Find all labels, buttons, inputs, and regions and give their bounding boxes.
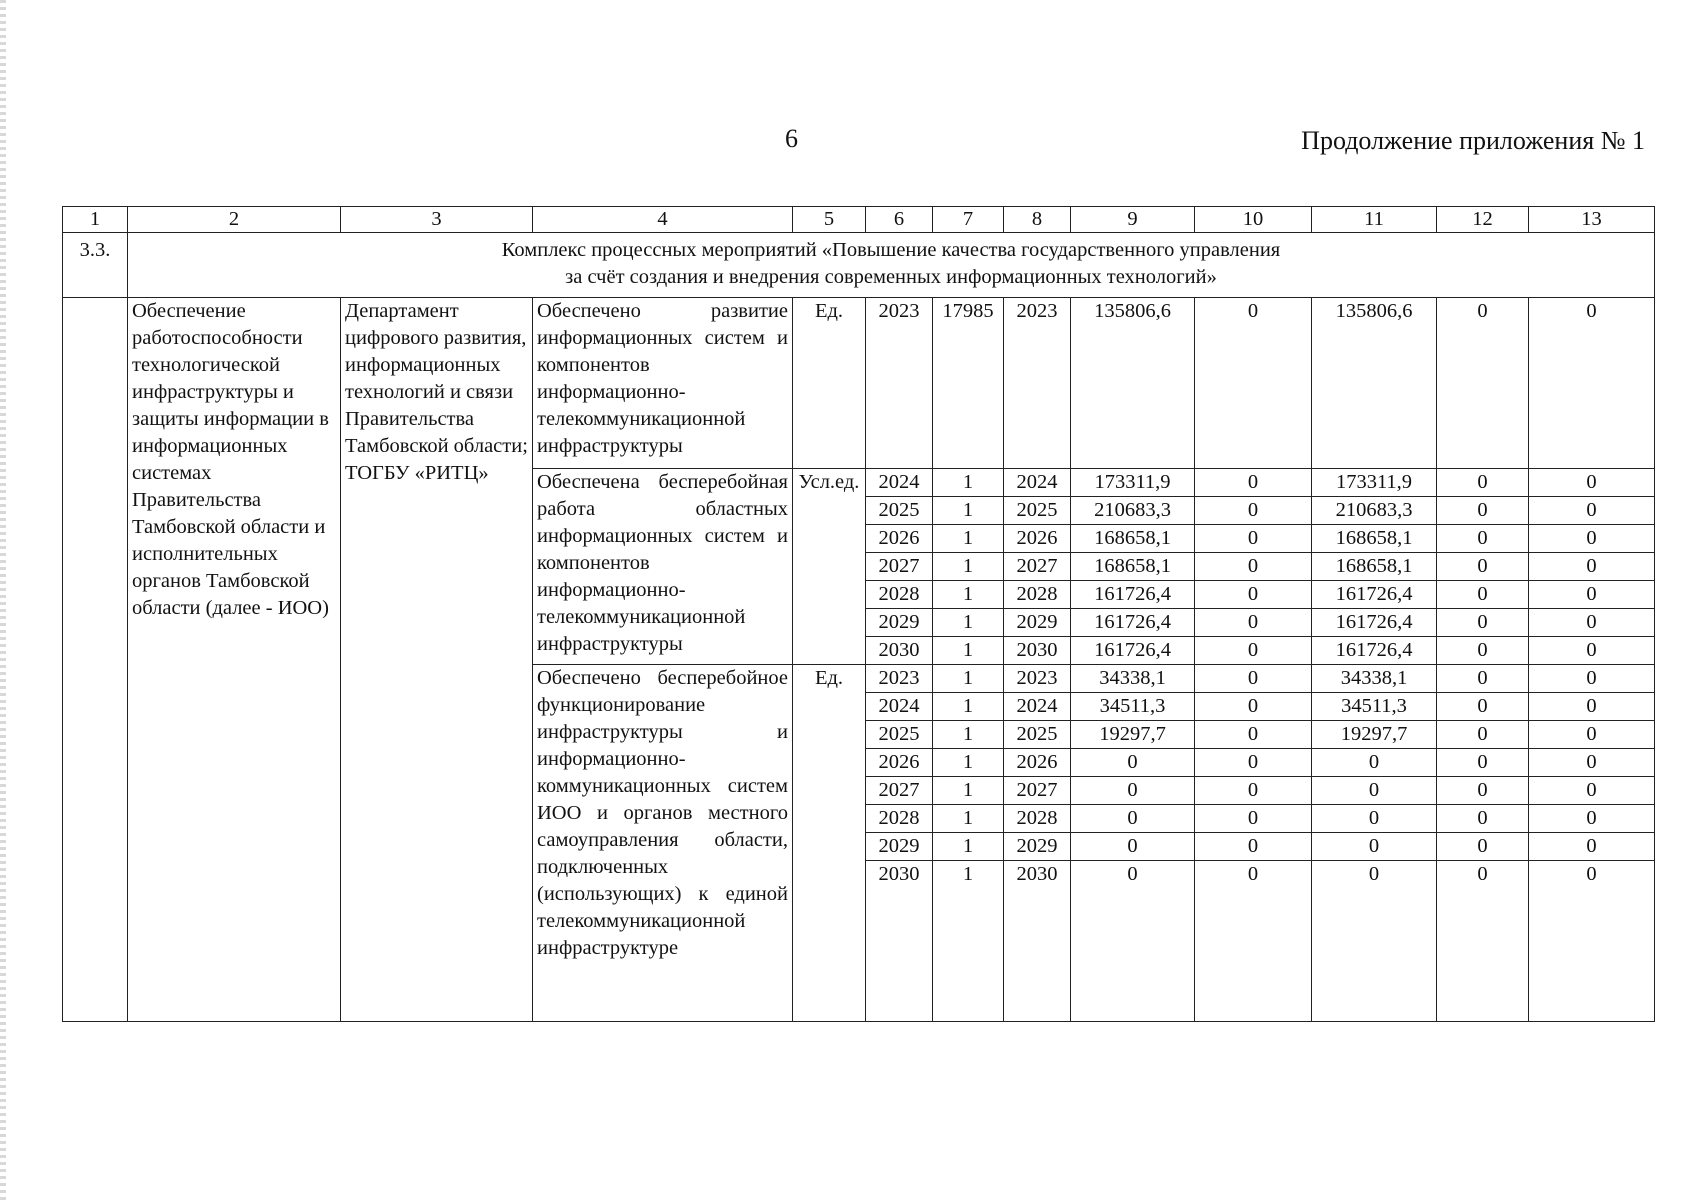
cell-c10: 0 bbox=[1195, 833, 1312, 861]
cell-c8: 2023 bbox=[1004, 665, 1071, 693]
cell-c10: 0 bbox=[1195, 721, 1312, 749]
cell-c9: 161726,4 bbox=[1071, 581, 1195, 609]
cell-c6: 2026 bbox=[866, 749, 933, 777]
section-title-line: Комплекс процессных мероприятий «Повышение качества государственного управления bbox=[501, 239, 1281, 261]
cell-c9: 0 bbox=[1071, 805, 1195, 833]
cell-c11: 161726,4 bbox=[1312, 637, 1437, 665]
column-header: 7 bbox=[933, 207, 1004, 233]
cell-c8: 2024 bbox=[1004, 693, 1071, 721]
cell-c12: 0 bbox=[1437, 525, 1529, 553]
cell-c12: 0 bbox=[1437, 553, 1529, 581]
cell-c13: 0 bbox=[1529, 665, 1655, 693]
cell-c6: 2028 bbox=[866, 581, 933, 609]
cell-c12: 0 bbox=[1437, 777, 1529, 805]
cell-c13: 0 bbox=[1529, 721, 1655, 749]
column-header: 13 bbox=[1529, 207, 1655, 233]
cell-c11: 19297,7 bbox=[1312, 721, 1437, 749]
cell-c8: 2027 bbox=[1004, 553, 1071, 581]
cell-c7: 1 bbox=[933, 637, 1004, 665]
table-row bbox=[63, 298, 1655, 469]
result-unit: Усл.ед. bbox=[793, 469, 866, 665]
cell-c11: 168658,1 bbox=[1312, 525, 1437, 553]
cell-c13: 0 bbox=[1529, 749, 1655, 777]
cell-c13: 0 bbox=[1529, 805, 1655, 833]
column-header: 11 bbox=[1312, 207, 1437, 233]
result-name: Обеспечено развитие информационных систем и компонентов информационно-телекоммуникационной инфраструктуры bbox=[533, 298, 793, 469]
cell-c12: 0 bbox=[1437, 298, 1529, 469]
cell-c6: 2029 bbox=[866, 609, 933, 637]
cell-c12: 0 bbox=[1437, 861, 1529, 1022]
cell-c12: 0 bbox=[1437, 833, 1529, 861]
cell-c12: 0 bbox=[1437, 721, 1529, 749]
activity-name: Обеспечение работоспособности технологической инфраструктуры и защиты информации в информационных системах Правительства Тамбовской области и исполнительных органов Тамбовской области (далее - ИОО) bbox=[128, 298, 341, 1022]
cell-c10: 0 bbox=[1195, 609, 1312, 637]
cell-c13: 0 bbox=[1529, 637, 1655, 665]
cell-c7: 1 bbox=[933, 553, 1004, 581]
cell-c12: 0 bbox=[1437, 749, 1529, 777]
cell-c6: 2026 bbox=[866, 525, 933, 553]
scan-edge bbox=[0, 0, 6, 1200]
cell-c11: 34511,3 bbox=[1312, 693, 1437, 721]
cell-c13: 0 bbox=[1529, 553, 1655, 581]
cell-c10: 0 bbox=[1195, 581, 1312, 609]
cell-c10: 0 bbox=[1195, 665, 1312, 693]
cell-c6: 2027 bbox=[866, 777, 933, 805]
cell-c9: 135806,6 bbox=[1071, 298, 1195, 469]
cell-c11: 0 bbox=[1312, 861, 1437, 1022]
column-header: 1 bbox=[63, 207, 128, 233]
activities-table bbox=[62, 206, 1655, 1022]
cell-c6: 2024 bbox=[866, 693, 933, 721]
cell-c10: 0 bbox=[1195, 693, 1312, 721]
cell-c8: 2023 bbox=[1004, 298, 1071, 469]
column-header: 9 bbox=[1071, 207, 1195, 233]
section-title-line: за счёт создания и внедрения современных информационных технологий» bbox=[565, 266, 1217, 288]
cell-c8: 2026 bbox=[1004, 749, 1071, 777]
cell-c13: 0 bbox=[1529, 861, 1655, 1022]
result-unit: Ед. bbox=[793, 298, 866, 469]
cell-c13: 0 bbox=[1529, 693, 1655, 721]
cell-c13: 0 bbox=[1529, 581, 1655, 609]
cell-c9: 173311,9 bbox=[1071, 469, 1195, 497]
cell-c7: 1 bbox=[933, 833, 1004, 861]
cell-c8: 2029 bbox=[1004, 609, 1071, 637]
cell-c11: 0 bbox=[1312, 777, 1437, 805]
row-number-cell bbox=[63, 298, 128, 1022]
cell-c12: 0 bbox=[1437, 581, 1529, 609]
cell-c8: 2028 bbox=[1004, 581, 1071, 609]
cell-c9: 0 bbox=[1071, 777, 1195, 805]
cell-c10: 0 bbox=[1195, 469, 1312, 497]
cell-c7: 1 bbox=[933, 525, 1004, 553]
cell-c12: 0 bbox=[1437, 637, 1529, 665]
cell-c10: 0 bbox=[1195, 861, 1312, 1022]
cell-c8: 2025 bbox=[1004, 721, 1071, 749]
cell-c11: 210683,3 bbox=[1312, 497, 1437, 525]
cell-c10: 0 bbox=[1195, 749, 1312, 777]
cell-c13: 0 bbox=[1529, 609, 1655, 637]
cell-c7: 1 bbox=[933, 749, 1004, 777]
cell-c13: 0 bbox=[1529, 469, 1655, 497]
cell-c9: 34338,1 bbox=[1071, 665, 1195, 693]
cell-c11: 34338,1 bbox=[1312, 665, 1437, 693]
appendix-header: Продолжение приложения № 1 bbox=[1301, 126, 1645, 155]
cell-c9: 0 bbox=[1071, 833, 1195, 861]
cell-c8: 2026 bbox=[1004, 525, 1071, 553]
cell-c9: 19297,7 bbox=[1071, 721, 1195, 749]
cell-c10: 0 bbox=[1195, 637, 1312, 665]
section-title bbox=[128, 233, 1655, 298]
cell-c12: 0 bbox=[1437, 609, 1529, 637]
cell-c6: 2025 bbox=[866, 497, 933, 525]
cell-c9: 210683,3 bbox=[1071, 497, 1195, 525]
cell-c7: 1 bbox=[933, 497, 1004, 525]
section-row bbox=[63, 233, 1655, 298]
column-header: 12 bbox=[1437, 207, 1529, 233]
cell-c12: 0 bbox=[1437, 693, 1529, 721]
column-header: 10 bbox=[1195, 207, 1312, 233]
column-header: 2 bbox=[128, 207, 341, 233]
cell-c9: 0 bbox=[1071, 861, 1195, 1022]
cell-c10: 0 bbox=[1195, 805, 1312, 833]
cell-c13: 0 bbox=[1529, 525, 1655, 553]
cell-c11: 0 bbox=[1312, 805, 1437, 833]
result-name: Обеспечено бесперебойное функционирование инфраструктуры и информационно-коммуникационных систем ИОО и органов местного самоуправления области, подключенных (использующих) к единой телекоммуникационной инфраструктуре bbox=[533, 665, 793, 1022]
cell-c13: 0 bbox=[1529, 298, 1655, 469]
cell-c7: 1 bbox=[933, 777, 1004, 805]
cell-c8: 2028 bbox=[1004, 805, 1071, 833]
cell-c9: 168658,1 bbox=[1071, 553, 1195, 581]
cell-c9: 34511,3 bbox=[1071, 693, 1195, 721]
cell-c11: 168658,1 bbox=[1312, 553, 1437, 581]
column-header: 4 bbox=[533, 207, 793, 233]
result-unit: Ед. bbox=[793, 665, 866, 1022]
cell-c11: 161726,4 bbox=[1312, 581, 1437, 609]
cell-c12: 0 bbox=[1437, 469, 1529, 497]
cell-c13: 0 bbox=[1529, 497, 1655, 525]
cell-c11: 135806,6 bbox=[1312, 298, 1437, 469]
column-header: 3 bbox=[341, 207, 533, 233]
cell-c8: 2030 bbox=[1004, 861, 1071, 1022]
cell-c9: 168658,1 bbox=[1071, 525, 1195, 553]
cell-c7: 1 bbox=[933, 609, 1004, 637]
cell-c8: 2025 bbox=[1004, 497, 1071, 525]
cell-c6: 2028 bbox=[866, 805, 933, 833]
cell-c11: 0 bbox=[1312, 749, 1437, 777]
cell-c6: 2023 bbox=[866, 298, 933, 469]
page-number: 6 bbox=[785, 124, 798, 153]
cell-c7: 1 bbox=[933, 581, 1004, 609]
cell-c11: 161726,4 bbox=[1312, 609, 1437, 637]
column-header: 5 bbox=[793, 207, 866, 233]
cell-c9: 161726,4 bbox=[1071, 609, 1195, 637]
cell-c10: 0 bbox=[1195, 298, 1312, 469]
cell-c6: 2023 bbox=[866, 665, 933, 693]
cell-c7: 1 bbox=[933, 805, 1004, 833]
cell-c11: 0 bbox=[1312, 833, 1437, 861]
cell-c10: 0 bbox=[1195, 525, 1312, 553]
cell-c10: 0 bbox=[1195, 777, 1312, 805]
cell-c11: 173311,9 bbox=[1312, 469, 1437, 497]
cell-c6: 2027 bbox=[866, 553, 933, 581]
column-header: 6 bbox=[866, 207, 933, 233]
cell-c8: 2027 bbox=[1004, 777, 1071, 805]
cell-c7: 1 bbox=[933, 861, 1004, 1022]
section-id: 3.3. bbox=[63, 233, 128, 298]
result-name: Обеспечена бесперебойная работа областных информационных систем и компонентов информационно-телекоммуникационной инфраструктуры bbox=[533, 469, 793, 665]
cell-c6: 2024 bbox=[866, 469, 933, 497]
cell-c9: 161726,4 bbox=[1071, 637, 1195, 665]
cell-c12: 0 bbox=[1437, 497, 1529, 525]
cell-c13: 0 bbox=[1529, 833, 1655, 861]
cell-c7: 1 bbox=[933, 469, 1004, 497]
column-number-row bbox=[63, 207, 1655, 233]
cell-c6: 2030 bbox=[866, 861, 933, 1022]
activity-executor: Департамент цифрового развития, информационных технологий и связи Правительства Тамбовской области; ТОГБУ «РИТЦ» bbox=[341, 298, 533, 1022]
cell-c12: 0 bbox=[1437, 665, 1529, 693]
cell-c12: 0 bbox=[1437, 805, 1529, 833]
cell-c7: 1 bbox=[933, 665, 1004, 693]
cell-c7: 1 bbox=[933, 721, 1004, 749]
cell-c13: 0 bbox=[1529, 777, 1655, 805]
column-header: 8 bbox=[1004, 207, 1071, 233]
cell-c8: 2030 bbox=[1004, 637, 1071, 665]
cell-c10: 0 bbox=[1195, 497, 1312, 525]
cell-c8: 2029 bbox=[1004, 833, 1071, 861]
cell-c8: 2024 bbox=[1004, 469, 1071, 497]
cell-c6: 2030 bbox=[866, 637, 933, 665]
cell-c9: 0 bbox=[1071, 749, 1195, 777]
cell-c6: 2025 bbox=[866, 721, 933, 749]
cell-c6: 2029 bbox=[866, 833, 933, 861]
cell-c7: 17985 bbox=[933, 298, 1004, 469]
cell-c10: 0 bbox=[1195, 553, 1312, 581]
cell-c7: 1 bbox=[933, 693, 1004, 721]
